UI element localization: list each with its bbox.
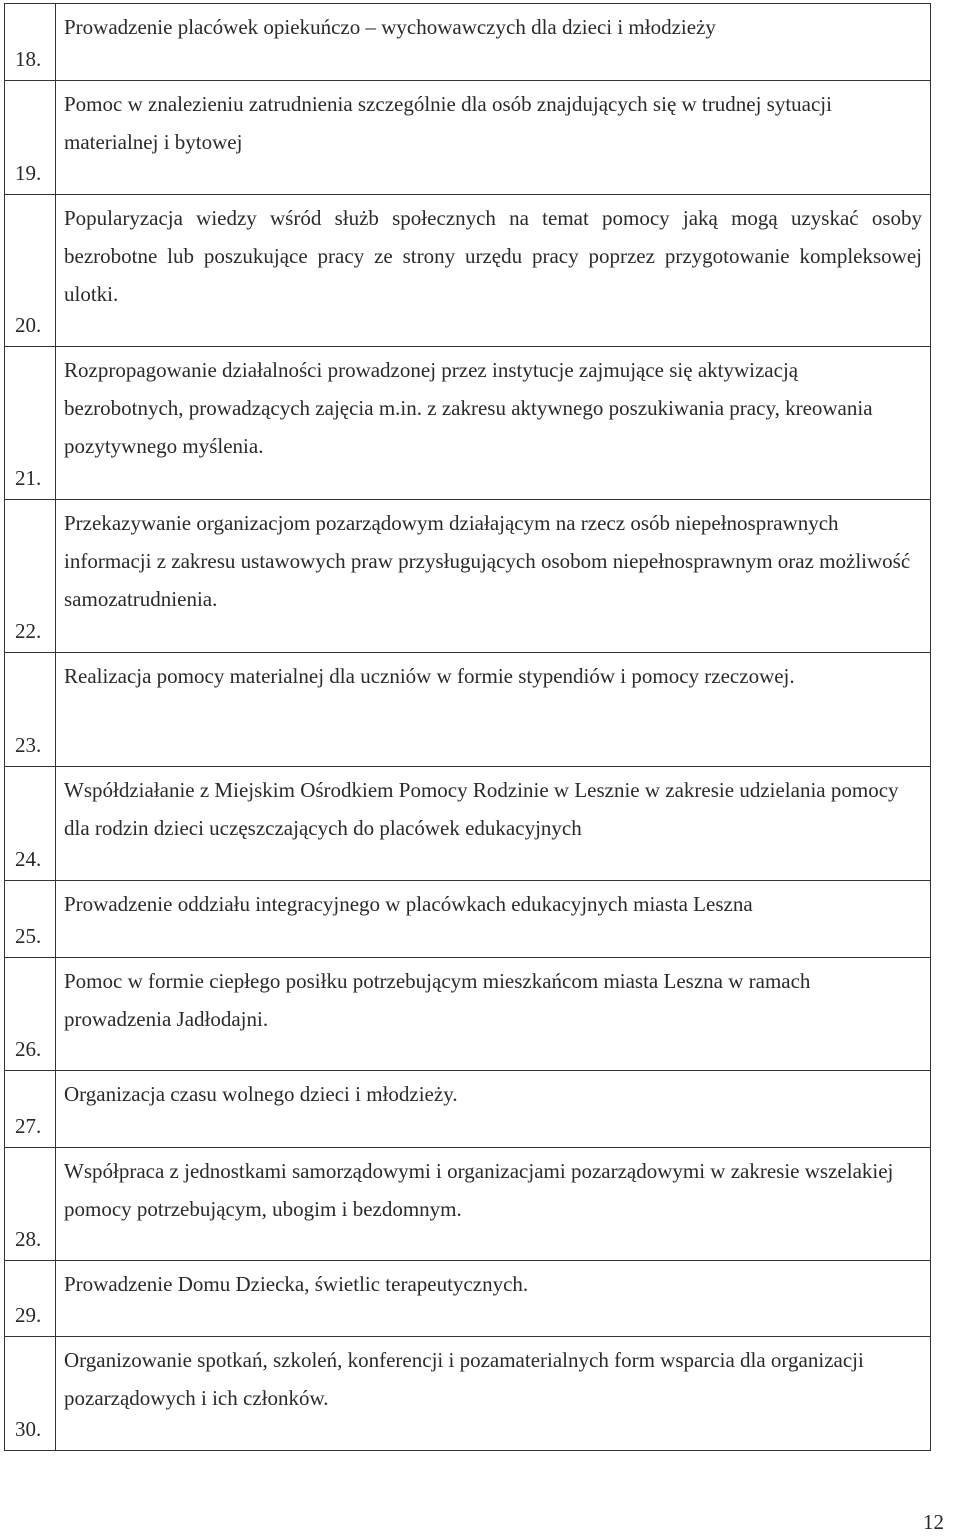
row-text: Realizacja pomocy materialnej dla uczniów w formie stypendiów i pomocy rzeczowej. [56,653,931,767]
task-table [4,3,931,1451]
row-text: Popularyzacja wiedzy wśród służb społecznych na temat pomocy jaką mogą uzyskać osoby bezrobotne lub poszukujące pracy ze strony urzędu pracy poprzez przygotowanie kompleksowej ulotki. [56,195,931,347]
table-row [5,958,931,1071]
table-row [5,653,931,767]
row-number: 29. [5,1261,56,1337]
row-text: Prowadzenie Domu Dziecka, świetlic terapeutycznych. [56,1261,931,1337]
row-text: Przekazywanie organizacjom pozarządowym działającym na rzecz osób niepełnosprawnych informacji z zakresu ustawowych praw przysługujących osobom niepełnosprawnym oraz możliwość samozatrudnienia. [56,500,931,653]
table-row [5,1261,931,1337]
row-text: Prowadzenie placówek opiekuńczo – wychowawczych dla dzieci i młodzieży [56,4,931,81]
table-row [5,767,931,881]
table-row [5,881,931,958]
row-number: 21. [5,347,56,500]
row-text: Organizacja czasu wolnego dzieci i młodzieży. [56,1071,931,1148]
table-row [5,1148,931,1261]
table-row [5,1071,931,1148]
row-number: 27. [5,1071,56,1148]
table-row [5,195,931,347]
row-text: Rozpropagowanie działalności prowadzonej przez instytucje zajmujące się aktywizacją bezrobotnych, prowadzących zajęcia m.in. z zakresu aktywnego poszukiwania pracy, kreowania pozytywnego myślenia. [56,347,931,500]
row-number: 23. [5,653,56,767]
row-text: Pomoc w formie ciepłego posiłku potrzebującym mieszkańcom miasta Leszna w ramach prowadzenia Jadłodajni. [56,958,931,1071]
table-row [5,81,931,195]
row-text: Prowadzenie oddziału integracyjnego w placówkach edukacyjnych miasta Leszna [56,881,931,958]
row-number: 19. [5,81,56,195]
row-number: 30. [5,1337,56,1451]
row-number: 28. [5,1148,56,1261]
table-row [5,4,931,81]
row-number: 25. [5,881,56,958]
row-number: 26. [5,958,56,1071]
row-number: 18. [5,4,56,81]
row-number: 20. [5,195,56,347]
row-number: 22. [5,500,56,653]
table-row [5,347,931,500]
row-text: Współdziałanie z Miejskim Ośrodkiem Pomocy Rodzinie w Lesznie w zakresie udzielania pomocy dla rodzin dzieci uczęszczających do placówek edukacyjnych [56,767,931,881]
row-text: Współpraca z jednostkami samorządowymi i organizacjami pozarządowymi w zakresie wszelakiej pomocy potrzebującym, ubogim i bezdomnym. [56,1148,931,1261]
page-number: 12 [923,1510,944,1534]
row-number: 24. [5,767,56,881]
table-row [5,1337,931,1451]
row-text: Pomoc w znalezieniu zatrudnienia szczególnie dla osób znajdujących się w trudnej sytuacji materialnej i bytowej [56,81,931,195]
table-row [5,500,931,653]
row-text: Organizowanie spotkań, szkoleń, konferencji i pozamaterialnych form wsparcia dla organizacji pozarządowych i ich członków. [56,1337,931,1451]
